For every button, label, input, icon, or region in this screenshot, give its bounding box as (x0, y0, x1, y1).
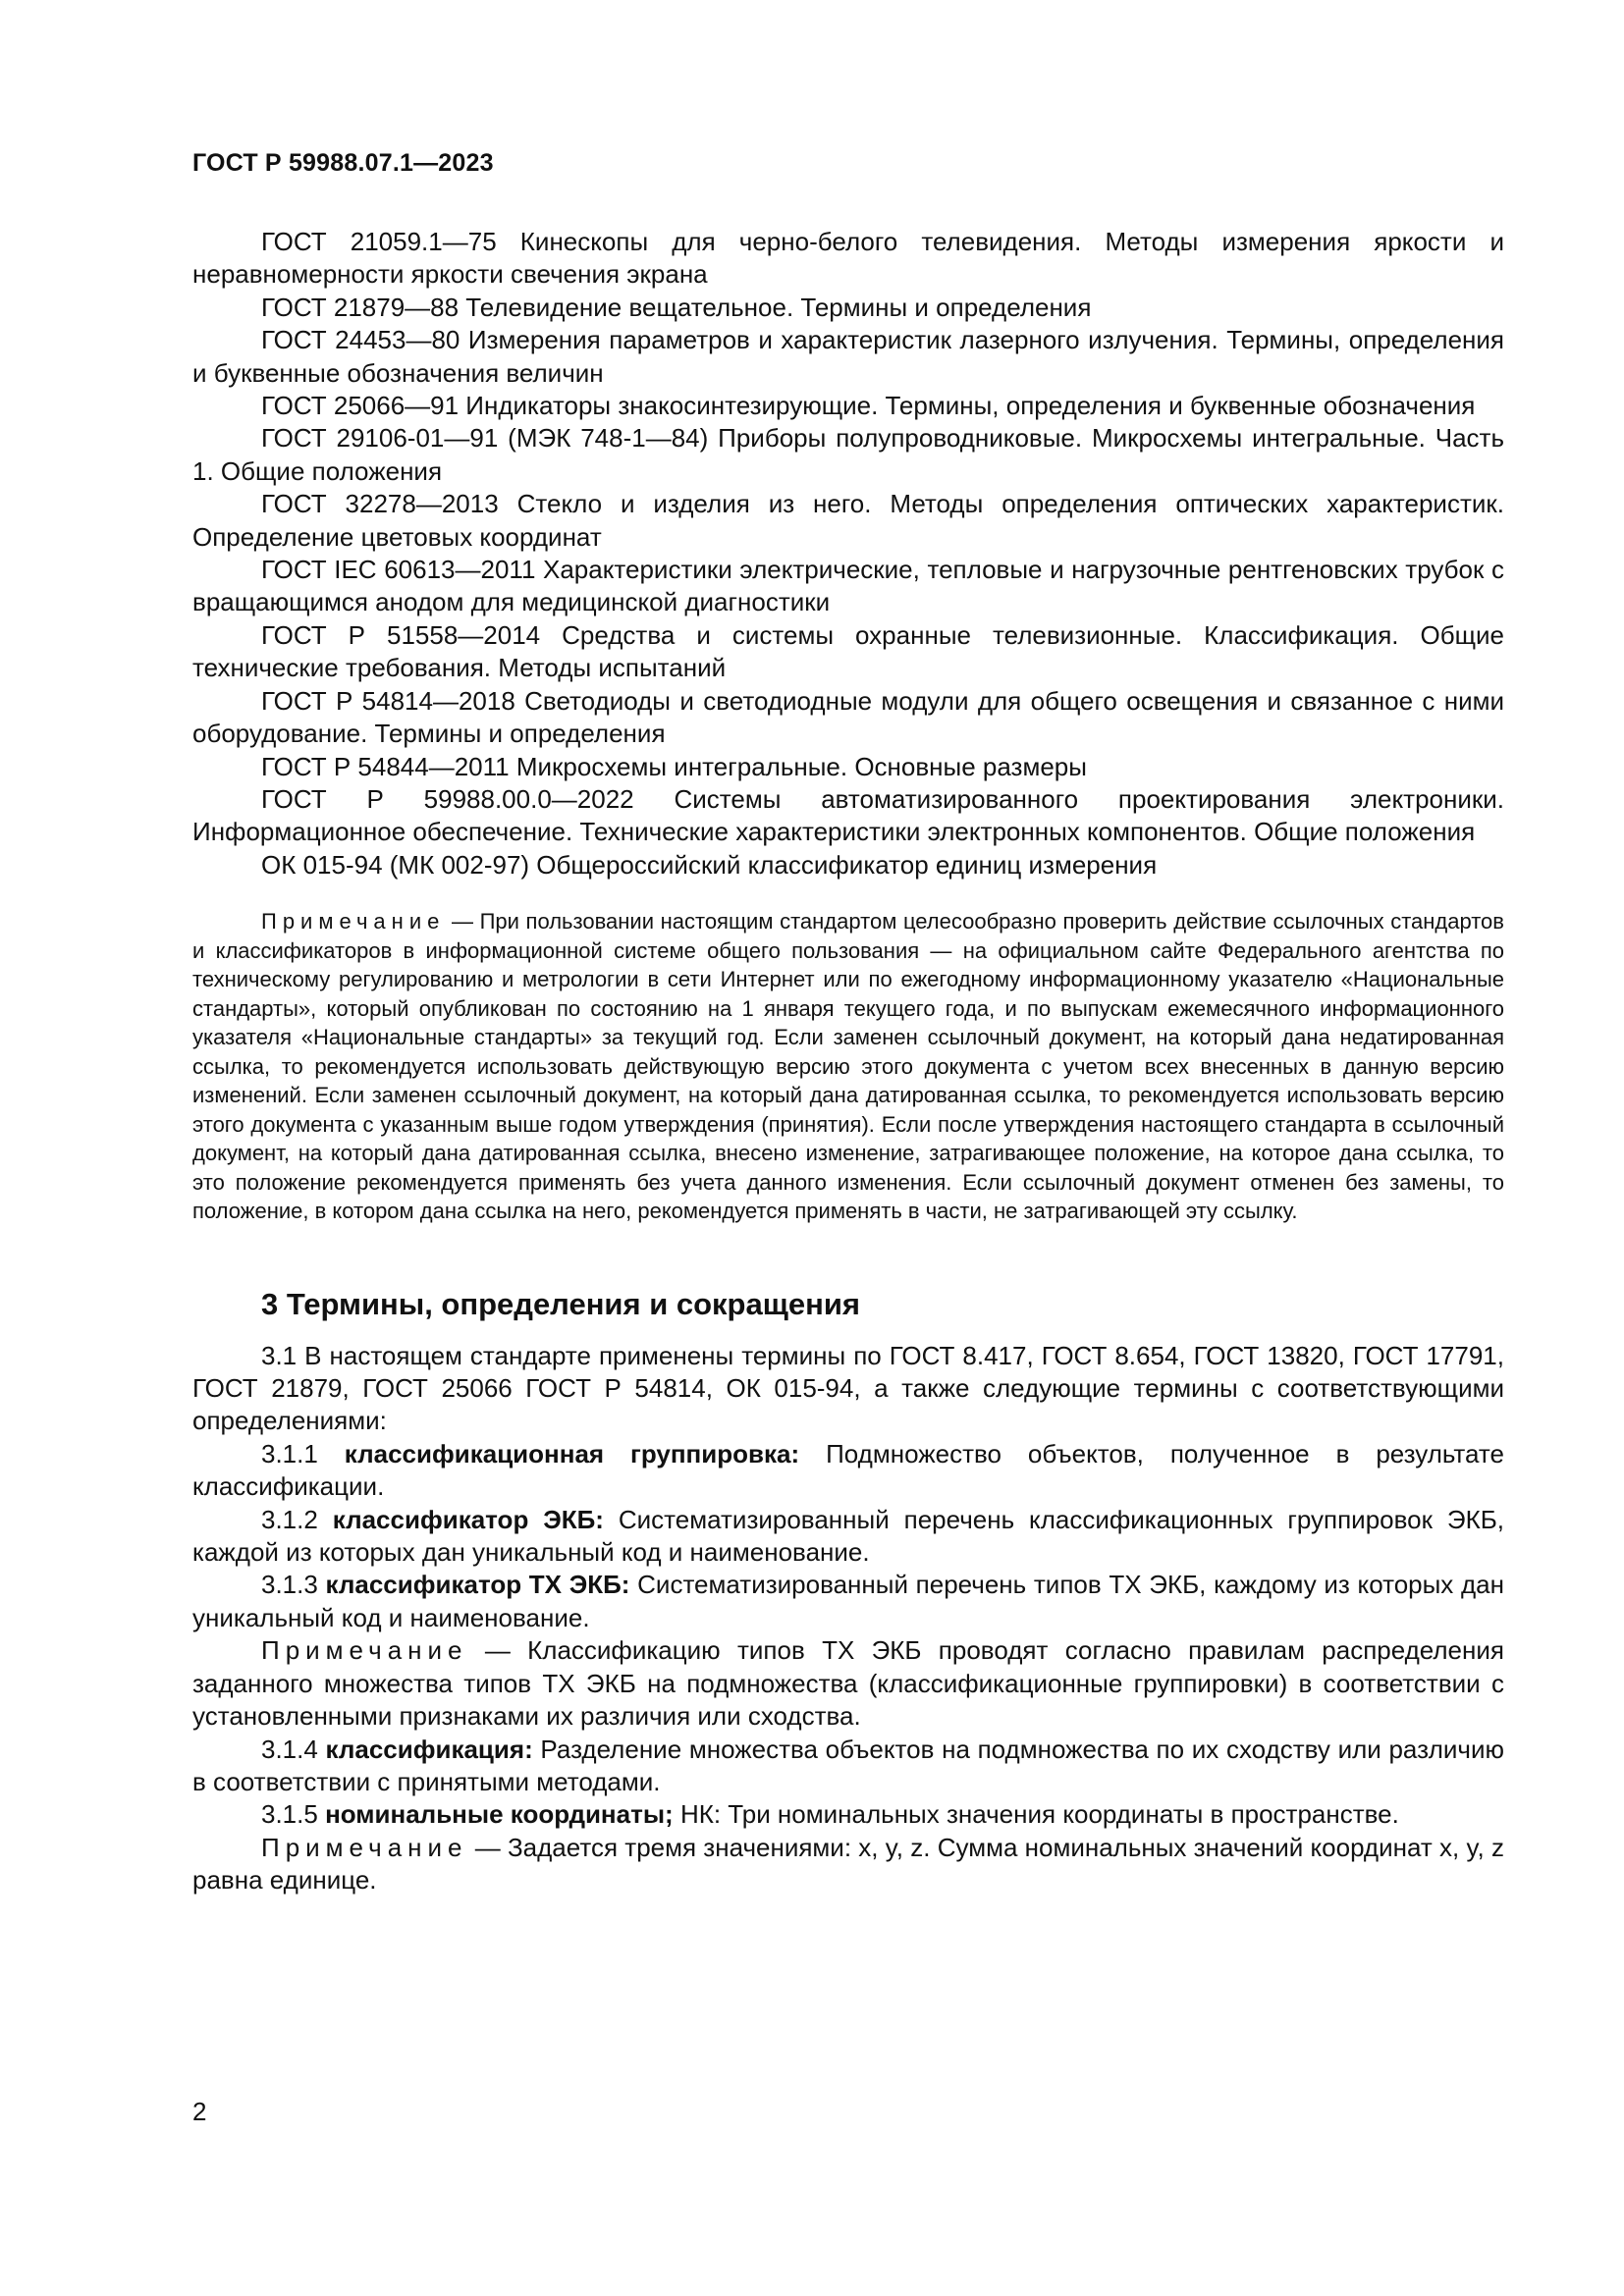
note-references (192, 907, 1504, 1226)
term-3-1-5: 3.1.5 номинальные координаты; НК: Три номинальных значения координаты в пространстве. (261, 1799, 1399, 1830)
term-definition: Разделение множества объектов на подмножества по их сходству или различию в соответствии с принятыми методами. (192, 1734, 1504, 1796)
reference-item: ГОСТ 25066—91 Индикаторы знакосинтезирующие. Термины, определения и буквенные обозначения (261, 391, 1476, 421)
reference-item: ГОСТ Р 59988.00.0—2022 Системы автоматизированного проектирования электроники. Информационное обеспечение. Технические характеристики электронных компонентов. Общие положения (192, 783, 1504, 847)
reference-item: ГОСТ 32278—2013 Стекло и изделия из него. Методы определения оптических характеристик. Определение цветовых координат (192, 489, 1504, 552)
term-definition: Систематизированный перечень классификационных группировок ЭКБ, каждой из которых дан уникальный код и наименование. (192, 1504, 1505, 1568)
note-coordinates (192, 1832, 1504, 1897)
reference-item: ГОСТ IEC 60613—2011 Характеристики электрические, тепловые и нагрузочные рентгеновских трубок с вращающимся анодом для медицинской диагностики (192, 555, 1504, 617)
term-3-1-3: 3.1.3 классификатор ТХ ЭКБ: Систематизированный перечень типов ТХ ЭКБ, каждому из которых дан уникальный код и наименование. (192, 1570, 1504, 1632)
term-3-1-4: 3.1.4 классификация: Разделение множества объектов на подмножества по их сходству или различию в соответствии с принятыми методами. (192, 1734, 1504, 1796)
note-classification (192, 1634, 1504, 1733)
paragraph-3-1: 3.1 В настоящем стандарте применены термины по ГОСТ 8.417, ГОСТ 8.654, ГОСТ 13820, ГОСТ 17791, ГОСТ 21879, ГОСТ 25066 ГОСТ Р 54814, ОК 015-94, а также следующие термины с соответствующими определениями: (192, 1340, 1504, 1436)
note-label: Примечание (261, 1832, 468, 1862)
term-name: номинальные координаты; (325, 1799, 674, 1830)
terms-section (192, 1340, 1504, 1897)
term-3-1-2: 3.1.2 классификатор ЭКБ: Систематизированный перечень классификационных группировок ЭКБ, каждой из которых дан уникальный код и наименование. (192, 1504, 1505, 1568)
term-name: классификация: (325, 1734, 533, 1764)
document-header: ГОСТ Р 59988.07.1—2023 (192, 149, 494, 177)
term-name: классификатор ТХ ЭКБ: (325, 1570, 630, 1600)
reference-item: ГОСТ 21059.1—75 Кинескопы для черно-белого телевидения. Методы измерения яркости и неравномерности яркости свечения экрана (192, 227, 1504, 290)
term-definition: Систематизированный перечень типов ТХ ЭКБ, каждому из которых дан уникальный код и наименование. (192, 1570, 1504, 1632)
page-content (192, 226, 1504, 1897)
section-title: 3 Термины, определения и сокращения (261, 1286, 860, 1321)
reference-item: ОК 015-94 (МК 002-97) Общероссийский классификатор единиц измерения (261, 849, 1158, 880)
reference-item: ГОСТ 29106-01—91 (МЭК 748-1—84) Приборы полупроводниковые. Микросхемы интегральные. Часть 1. Общие положения (192, 423, 1504, 486)
term-definition: Подмножество объектов, полученное в результате классификации. (192, 1438, 1505, 1502)
note-text: — Задается тремя значениями: x, y, z. Сумма номинальных значений координат x, y, z равна единице. (192, 1832, 1504, 1896)
note-label: Примечание (261, 1635, 468, 1666)
term-definition: НК: Три номинальных значения координаты в пространстве. (679, 1799, 1399, 1830)
reference-item: ГОСТ Р 51558—2014 Средства и системы охранные телевизионные. Классификация. Общие технические требования. Методы испытаний (192, 619, 1504, 683)
note-text: — Классификацию типов ТХ ЭКБ проводят согласно правилам распределения заданного множества типов ТХ ЭКБ на подмножества (классификационные группировки) в соответствии с установленными признаками их различия или сходства. (192, 1635, 1504, 1732)
term-3-1-1: 3.1.1 классификационная группировка: Подмножество объектов, полученное в результате классификации. (192, 1438, 1505, 1502)
term-name: классификатор ЭКБ: (332, 1504, 604, 1534)
normative-references-list (192, 226, 1504, 881)
term-name: классификационная группировка: (344, 1438, 800, 1468)
reference-item: ГОСТ 21879—88 Телевидение вещательное. Термины и определения (261, 292, 1092, 322)
note-label: Примечание (261, 909, 446, 934)
page-number: 2 (192, 2097, 207, 2126)
reference-item: ГОСТ Р 54844—2011 Микросхемы интегральные. Основные размеры (261, 751, 1087, 781)
note-text: — При пользовании настоящим стандартом целесообразно проверить действие ссылочных стандартов и классификаторов в информационной системе общего пользования — на официальном сайте Федерального агентства по техническому регулированию и метрологии в сети Интернет или по ежегодному информационному указателю «Национальные стандарты», который опубликован по состоянию на 1 января текущего года, и по выпускам ежемесячного информационного указателя «Национальные стандарты» за текущий год. Если заменен ссылочный документ, на который дана недатированная ссылка, то рекомендуется использовать действующую версию этого документа с учетом всех внесенных в данную версию изменений. Если заменен ссылочный документ, на который дана датированная ссылка, то рекомендуется использовать версию этого документа с указанным выше годом утверждения (принятия). Если после утверждения настоящего стандарта в ссылочный документ, на который дана датированная ссылка, внесено изменение, затрагивающее положение, на которое дана ссылка, то это положение рекомендуется применять без учета данного изменения. Если ссылочный документ отменен без замены, то положение, в котором дана ссылка на него, рекомендуется применять в части, не затрагивающей эту ссылку. (192, 909, 1504, 1224)
reference-item: ГОСТ 24453—80 Измерения параметров и характеристик лазерного излучения. Термины, определения и буквенные обозначения величин (192, 325, 1504, 388)
reference-item: ГОСТ Р 54814—2018 Светодиоды и светодиодные модули для общего освещения и связанное с ними оборудование. Термины и определения (192, 685, 1504, 749)
